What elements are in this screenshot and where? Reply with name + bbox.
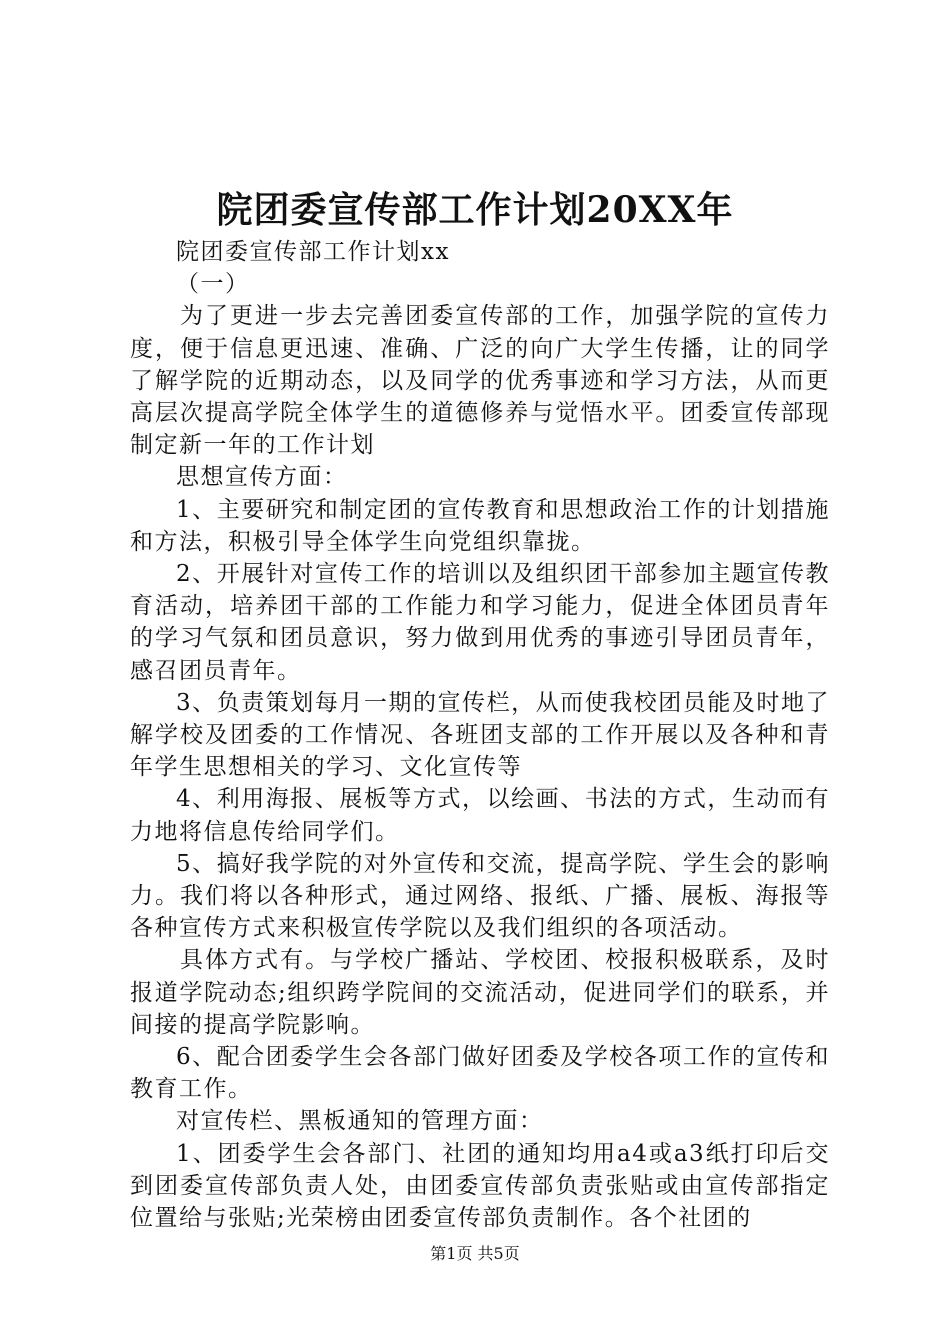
paragraph-methods: 具体方式有。与学校广播站、学校团、校报积极联系，及时报道学院动态;组织跨学院间的交流活动，促进同学们的联系，并间接的提高学院影响。 — [130, 947, 830, 1038]
paragraph-item-2: 2、开展针对宣传工作的培训以及组织团干部参加主题宣传教育活动，培养团干部的工作能力和学习能力，促进全体团员青年的学习气氛和团员意识，努力做到用优秀的事迹引导团员青年，感召团员青年。 — [130, 561, 830, 684]
document-title: 院团委宣传部工作计划20XX年 — [216, 189, 734, 231]
paragraph-item-6: 6、配合团委学生会各部门做好团委及学校各项工作的宣传和教育工作。 — [130, 1044, 830, 1103]
paragraph-item-4: 4、利用海报、展板等方式，以绘画、书法的方式，生动而有力地将信息传给同学们。 — [130, 786, 830, 845]
document-body — [130, 236, 830, 1234]
paragraph-bulletin-item-1: 1、团委学生会各部门、社团的通知均用a4或a3纸打印后交到团委宣传部负责人处，由团委宣传部负责张贴或由宣传部指定位置给与张贴;光荣榜由团委宣传部负责制作。各个社团的 — [130, 1140, 830, 1232]
paragraph-subtitle: 院团委宣传部工作计划xx — [176, 239, 450, 265]
paragraph-intro: 为了更进一步去完善团委宣传部的工作，加强学院的宣传力度，便于信息更迅速、准确、广泛的向广大学生传播，让的同学了解学院的近期动态，以及同学的优秀事迹和学习方法，从而更高层次提高学院全体学生的道德修养与觉悟水平。团委宣传部现制定新一年的工作计划 — [130, 303, 830, 459]
page-footer: 第1页 共5页 — [430, 1244, 520, 1263]
paragraph-item-1: 1、主要研究和制定团的宣传教育和思想政治工作的计划措施和方法，积极引导全体学生向党组织靠拢。 — [130, 496, 830, 555]
paragraph-heading-bulletin: 对宣传栏、黑板通知的管理方面： — [176, 1108, 544, 1135]
paragraph-item-5: 5、搞好我学院的对外宣传和交流，提高学院、学生会的影响力。我们将以各种形式，通过网络、报纸、广播、展板、海报等各种宣传方式来积极宣传学院以及我们组织的各项活动。 — [130, 850, 830, 942]
paragraph-heading-ideology: 思想宣传方面： — [176, 464, 348, 491]
paragraph-section-number: （一） — [176, 271, 250, 298]
paragraph-item-3: 3、负责策划每月一期的宣传栏，从而使我校团员能及时地了解学校及团委的工作情况、各班团支部的工作开展以及各种和青年学生思想相关的学习、文化宣传等 — [130, 689, 830, 781]
